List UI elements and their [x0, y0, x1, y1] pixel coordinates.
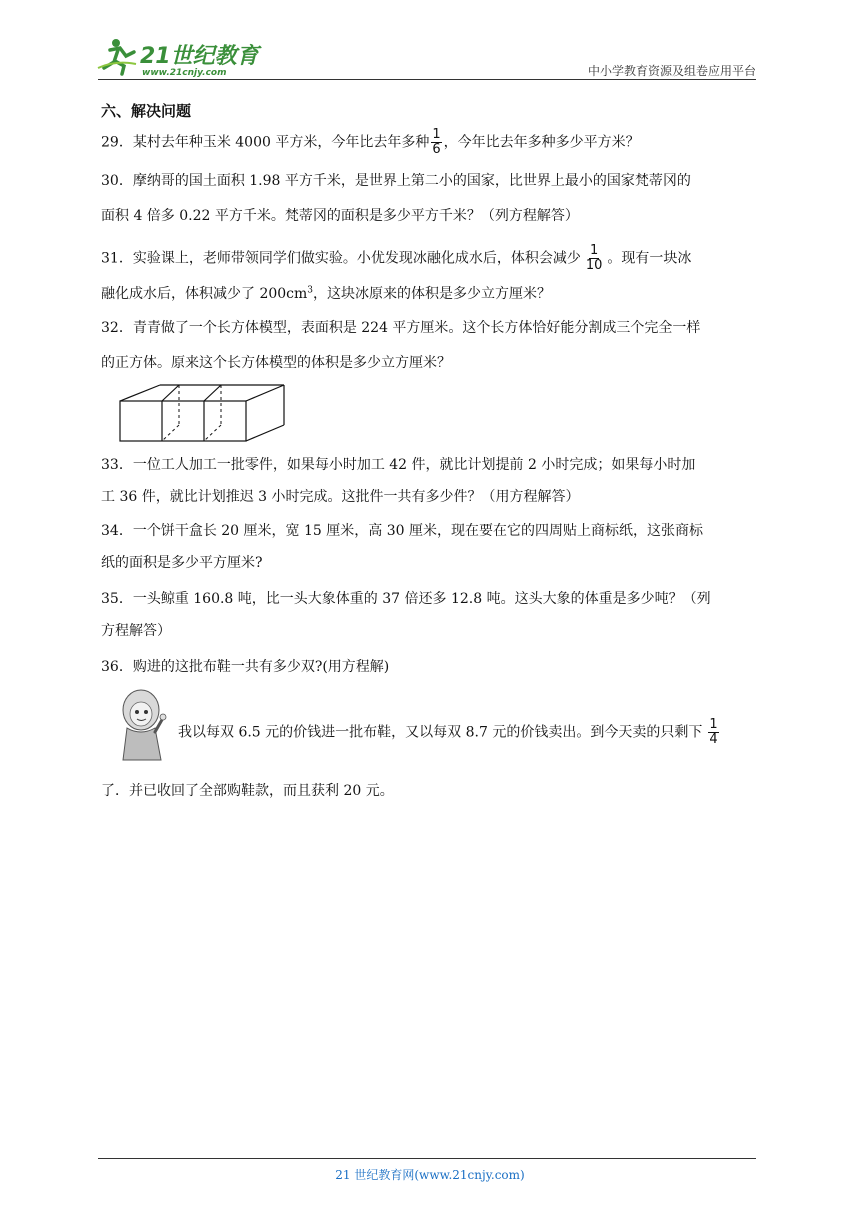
q36-line-3: 了．并已收回了全部购鞋款，而且获利 20 元。: [101, 783, 394, 799]
logo: [96, 34, 266, 80]
q36-fraction: [708, 718, 718, 747]
question-33: [101, 456, 761, 507]
q35-line-1: 35．一头鲸重 160.8 吨，比一头大象体重的 37 倍还多 12.8 吨。这头大象的体重是多少吨？（列: [101, 591, 711, 607]
question-35: [101, 590, 761, 641]
q32-line-1: 32．青青做了一个长方体模型，表面积是 224 平方厘米。这个长方体恰好能分割成三个完全一样: [101, 320, 701, 336]
question-32: [101, 319, 761, 373]
q29-fraction: [431, 128, 441, 157]
q31-fraction-denominator: 10: [585, 258, 603, 273]
header-divider: [98, 79, 756, 80]
character-drawing: [117, 688, 169, 764]
question-36: [101, 658, 761, 677]
q31-fraction: [585, 244, 604, 273]
q31-text-part2: 。现有一块冰: [607, 250, 692, 267]
q29-text-part2: ，今年比去年多种多少平方米？: [443, 134, 640, 151]
cartoon-character-illustration: [117, 688, 169, 764]
question-36-speech: [178, 718, 768, 747]
question-36-line-3: [101, 782, 761, 801]
logo-text: 21世纪教育: [140, 44, 259, 69]
q29-text-part1: 29．某村去年种玉米 4000 平方米，今年比去年多种: [101, 134, 430, 151]
q34-line-1: 34．一个饼干盒长 20 厘米，宽 15 厘米，高 30 厘米，现在要在它的四周贴上商标纸，这张商标: [101, 523, 703, 539]
q30-line-1: 30．摩纳哥的国土面积 1.98 平方千米，是世界上第二小的国家，比世界上最小的国家梵蒂冈的: [101, 173, 691, 189]
logo-graphic: [96, 34, 266, 80]
q34-line-2: 纸的面积是多少平方厘米?: [101, 555, 263, 571]
q32-line-2: 的正方体。原来这个长方体模型的体积是多少立方厘米？: [101, 355, 451, 371]
q33-line-2: 工 36 件，就比计划推迟 3 小时完成。这批件一共有多少件？（用方程解答）: [101, 489, 580, 505]
header-tagline: 中小学教育资源及组卷应用平台: [587, 64, 756, 78]
cuboid-figure: [119, 384, 285, 446]
q31-line-2b: ，这块冰原来的体积是多少立方厘米？: [313, 286, 552, 302]
footer-link[interactable]: 21 世纪教育网(www.21cnjy.com): [335, 1168, 525, 1182]
q36-fraction-denominator: 4: [709, 732, 718, 747]
footer-divider: [98, 1158, 756, 1159]
q36-line-1: 36．购进的这批布鞋一共有多少双?(用方程解): [101, 659, 390, 675]
q31-text-part1: 31．实验课上，老师带领同学们做实验。小优发现冰融化成水后，体积会减少: [101, 250, 581, 267]
q36-fraction-numerator: 1: [709, 717, 718, 732]
q33-line-1: 33．一位工人加工一批零件，如果每小时加工 42 件，就比计划提前 2 小时完成；如果每小时加: [101, 457, 696, 473]
q29-fraction-denominator: 6: [432, 142, 441, 157]
q35-line-2: 方程解答）: [101, 623, 171, 639]
q31-superscript: 3: [307, 285, 314, 296]
question-30: [101, 172, 761, 226]
q29-fraction-numerator: 1: [432, 127, 441, 142]
question-34: [101, 522, 761, 573]
q30-line-2: 面积 4 倍多 0.22 平方千米。梵蒂冈的面积是多少平方千米？（列方程解答）: [101, 208, 579, 224]
logo-url: www.21cnjy.com: [142, 68, 227, 78]
q36-speech-text: 我以每双 6.5 元的价钱进一批布鞋，又以每双 8.7 元的价钱卖出。到今天卖的只剩下: [178, 724, 703, 741]
question-31-line-2: [101, 285, 761, 304]
question-31: [101, 244, 761, 273]
section-title: 六、解决问题: [101, 102, 192, 120]
q31-fraction-numerator: 1: [589, 243, 599, 258]
cuboid-drawing: [119, 384, 285, 442]
q31-line-2a: 融化成水后，体积减少了 200cm: [101, 286, 308, 302]
question-29: [101, 128, 761, 157]
